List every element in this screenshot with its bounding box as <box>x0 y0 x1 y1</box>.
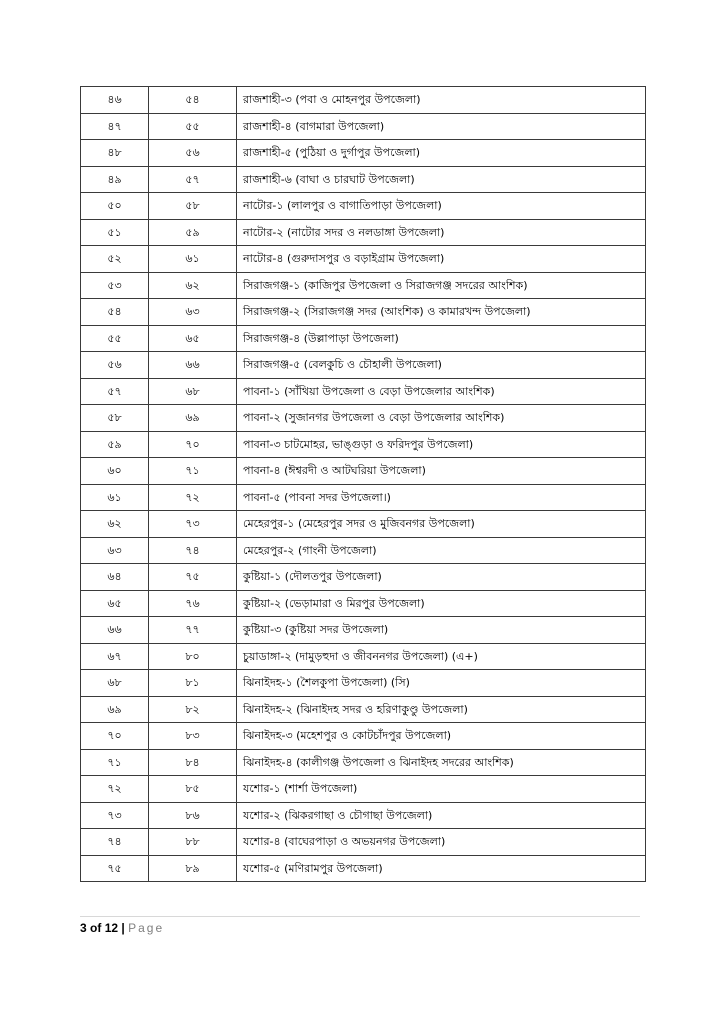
seat-number-cell: ৭৬ <box>149 590 237 617</box>
table-body <box>81 87 646 882</box>
serial-cell: ৬২ <box>81 511 149 538</box>
seat-number-cell: ৬৩ <box>149 299 237 326</box>
constituency-name-cell: ঝিনাইদহ-৪ (কালীগঞ্জ উপজেলা ও ঝিনাইদহ সদরের আংশিক) <box>237 749 646 776</box>
table-row <box>81 113 646 140</box>
seat-number-cell: ৮৫ <box>149 776 237 803</box>
constituency-name-cell: নাটোর-৪ (গুরুদাসপুর ও বড়াইগ্রাম উপজেলা) <box>237 246 646 273</box>
seat-number-cell: ৭৪ <box>149 537 237 564</box>
serial-cell: ৭৫ <box>81 855 149 882</box>
constituency-table <box>80 86 646 882</box>
table-row <box>81 829 646 856</box>
table-row <box>81 193 646 220</box>
table-row <box>81 590 646 617</box>
serial-cell: ৭২ <box>81 776 149 803</box>
table-row <box>81 670 646 697</box>
constituency-name-cell: যশোর-৫ (মণিরামপুর উপজেলা) <box>237 855 646 882</box>
serial-cell: ৫২ <box>81 246 149 273</box>
seat-number-cell: ৫৫ <box>149 113 237 140</box>
constituency-name-cell: মেহেরপুর-২ (গাংনী উপজেলা) <box>237 537 646 564</box>
table-row <box>81 246 646 273</box>
table-row <box>81 696 646 723</box>
seat-number-cell: ৫৮ <box>149 193 237 220</box>
constituency-name-cell: নাটোর-২ (নাটোর সদর ও নলডাঙ্গা উপজেলা) <box>237 219 646 246</box>
seat-number-cell: ৮১ <box>149 670 237 697</box>
constituency-name-cell: রাজশাহী-৩ (পবা ও মোহনপুর উপজেলা) <box>237 87 646 114</box>
seat-number-cell: ৭২ <box>149 484 237 511</box>
table-row <box>81 352 646 379</box>
table-row <box>81 776 646 803</box>
table-row <box>81 140 646 167</box>
constituency-name-cell: রাজশাহী-৫ (পুঠিয়া ও দুর্গাপুর উপজেলা) <box>237 140 646 167</box>
constituency-name-cell: রাজশাহী-৬ (বাঘা ও চারঘাট উপজেলা) <box>237 166 646 193</box>
serial-cell: ৭০ <box>81 723 149 750</box>
table-row <box>81 272 646 299</box>
seat-number-cell: ৮৩ <box>149 723 237 750</box>
seat-number-cell: ৬৯ <box>149 405 237 432</box>
table-row <box>81 431 646 458</box>
seat-number-cell: ৫৪ <box>149 87 237 114</box>
constituency-name-cell: কুষ্টিয়া-৩ (কুষ্টিয়া সদর উপজেলা) <box>237 617 646 644</box>
constituency-name-cell: ঝিনাইদহ-২ (ঝিনাইদহ সদর ও হরিণাকুণ্ডু উপজেলা) <box>237 696 646 723</box>
table-row <box>81 405 646 432</box>
seat-number-cell: ৮৬ <box>149 802 237 829</box>
constituency-name-cell: পাবনা-৫ (পাবনা সদর উপজেলা।) <box>237 484 646 511</box>
constituency-name-cell: মেহেরপুর-১ (মেহেরপুর সদর ও মুজিবনগর উপজেলা) <box>237 511 646 538</box>
seat-number-cell: ৬৬ <box>149 352 237 379</box>
serial-cell: ৬১ <box>81 484 149 511</box>
constituency-name-cell: সিরাজগঞ্জ-২ (সিরাজগঞ্জ সদর (আংশিক) ও কামারখন্দ উপজেলা) <box>237 299 646 326</box>
seat-number-cell: ৬২ <box>149 272 237 299</box>
constituency-name-cell: পাবনা-৩ চাটমোহর, ভাঙ্গুড়া ও ফরিদপুর উপজেলা) <box>237 431 646 458</box>
seat-number-cell: ৫৭ <box>149 166 237 193</box>
constituency-name-cell: সিরাজগঞ্জ-৫ (বেলকুচি ও চৌহালী উপজেলা) <box>237 352 646 379</box>
constituency-name-cell: কুষ্টিয়া-১ (দৌলতপুর উপজেলা) <box>237 564 646 591</box>
seat-number-cell: ৭৫ <box>149 564 237 591</box>
serial-cell: ৪৬ <box>81 87 149 114</box>
page-footer <box>80 921 164 935</box>
serial-cell: ৫৭ <box>81 378 149 405</box>
table-row <box>81 855 646 882</box>
constituency-name-cell: চুয়াডাঙ্গা-২ (দামুড়হুদা ও জীবননগর উপজেলা) (এ+) <box>237 643 646 670</box>
table-row <box>81 749 646 776</box>
table-row <box>81 378 646 405</box>
serial-cell: ৭১ <box>81 749 149 776</box>
serial-cell: ৭৪ <box>81 829 149 856</box>
serial-cell: ৬০ <box>81 458 149 485</box>
footer-divider <box>80 916 640 917</box>
serial-cell: ৫১ <box>81 219 149 246</box>
constituency-name-cell: যশোর-২ (ঝিকরগাছা ও চৌগাছা উপজেলা) <box>237 802 646 829</box>
serial-cell: ৬৯ <box>81 696 149 723</box>
seat-number-cell: ৭৩ <box>149 511 237 538</box>
page-word: Page <box>128 921 165 935</box>
constituency-name-cell: সিরাজগঞ্জ-১ (কাজিপুর উপজেলা ও সিরাজগঞ্জ সদরের আংশিক) <box>237 272 646 299</box>
seat-number-cell: ৮২ <box>149 696 237 723</box>
serial-cell: ৫৪ <box>81 299 149 326</box>
page-separator: | <box>121 921 125 935</box>
serial-cell: ৫৫ <box>81 325 149 352</box>
serial-cell: ৬৮ <box>81 670 149 697</box>
table-row <box>81 723 646 750</box>
table-row <box>81 511 646 538</box>
page-current: 3 <box>80 921 87 935</box>
table-row <box>81 219 646 246</box>
constituency-name-cell: রাজশাহী-৪ (বাগমারা উপজেলা) <box>237 113 646 140</box>
seat-number-cell: ৮৮ <box>149 829 237 856</box>
seat-number-cell: ৭৭ <box>149 617 237 644</box>
seat-number-cell: ৭১ <box>149 458 237 485</box>
constituency-name-cell: ঝিনাইদহ-১ (শৈলকুপা উপজেলা) (সি) <box>237 670 646 697</box>
constituency-name-cell: ঝিনাইদহ-৩ (মহেশপুর ও কোটচাঁদপুর উপজেলা) <box>237 723 646 750</box>
serial-cell: ৫০ <box>81 193 149 220</box>
page-of-label: of <box>90 921 102 935</box>
seat-number-cell: ৭০ <box>149 431 237 458</box>
seat-number-cell: ৬৮ <box>149 378 237 405</box>
table-row <box>81 537 646 564</box>
constituency-name-cell: সিরাজগঞ্জ-৪ (উল্লাপাড়া উপজেলা) <box>237 325 646 352</box>
page-total: 12 <box>104 921 119 935</box>
constituency-name-cell: নাটোর-১ (লালপুর ও বাগাতিপাড়া উপজেলা) <box>237 193 646 220</box>
constituency-name-cell: পাবনা-১ (সাঁথিয়া উপজেলা ও বেড়া উপজেলার আংশিক) <box>237 378 646 405</box>
seat-number-cell: ৮৯ <box>149 855 237 882</box>
serial-cell: ৬৬ <box>81 617 149 644</box>
constituency-name-cell: কুষ্টিয়া-২ (ভেড়ামারা ও মিরপুর উপজেলা) <box>237 590 646 617</box>
seat-number-cell: ৮০ <box>149 643 237 670</box>
table-row <box>81 87 646 114</box>
constituency-name-cell: পাবনা-২ (সুজানগর উপজেলা ও বেড়া উপজেলার আংশিক) <box>237 405 646 432</box>
seat-number-cell: ৫৯ <box>149 219 237 246</box>
serial-cell: ৫৩ <box>81 272 149 299</box>
seat-number-cell: ৬৫ <box>149 325 237 352</box>
constituency-name-cell: যশোর-৪ (বাঘেরপাড়া ও অভয়নগর উপজেলা) <box>237 829 646 856</box>
table-row <box>81 617 646 644</box>
seat-number-cell: ৮৪ <box>149 749 237 776</box>
constituency-name-cell: যশোর-১ (শার্শা উপজেলা) <box>237 776 646 803</box>
serial-cell: ৫৮ <box>81 405 149 432</box>
constituency-name-cell: পাবনা-৪ (ঈশ্বরদী ও আটঘরিয়া উপজেলা) <box>237 458 646 485</box>
table-row <box>81 564 646 591</box>
serial-cell: ৫৯ <box>81 431 149 458</box>
table-row <box>81 166 646 193</box>
serial-cell: ৪৮ <box>81 140 149 167</box>
serial-cell: ৬৪ <box>81 564 149 591</box>
serial-cell: ৭৩ <box>81 802 149 829</box>
serial-cell: ৬৩ <box>81 537 149 564</box>
table-row <box>81 325 646 352</box>
table-row <box>81 484 646 511</box>
serial-cell: ৬৭ <box>81 643 149 670</box>
table-row <box>81 299 646 326</box>
serial-cell: ৬৫ <box>81 590 149 617</box>
seat-number-cell: ৫৬ <box>149 140 237 167</box>
seat-number-cell: ৬১ <box>149 246 237 273</box>
table-row <box>81 802 646 829</box>
serial-cell: ৪৯ <box>81 166 149 193</box>
table-row <box>81 458 646 485</box>
table-row <box>81 643 646 670</box>
serial-cell: ৫৬ <box>81 352 149 379</box>
serial-cell: ৪৭ <box>81 113 149 140</box>
